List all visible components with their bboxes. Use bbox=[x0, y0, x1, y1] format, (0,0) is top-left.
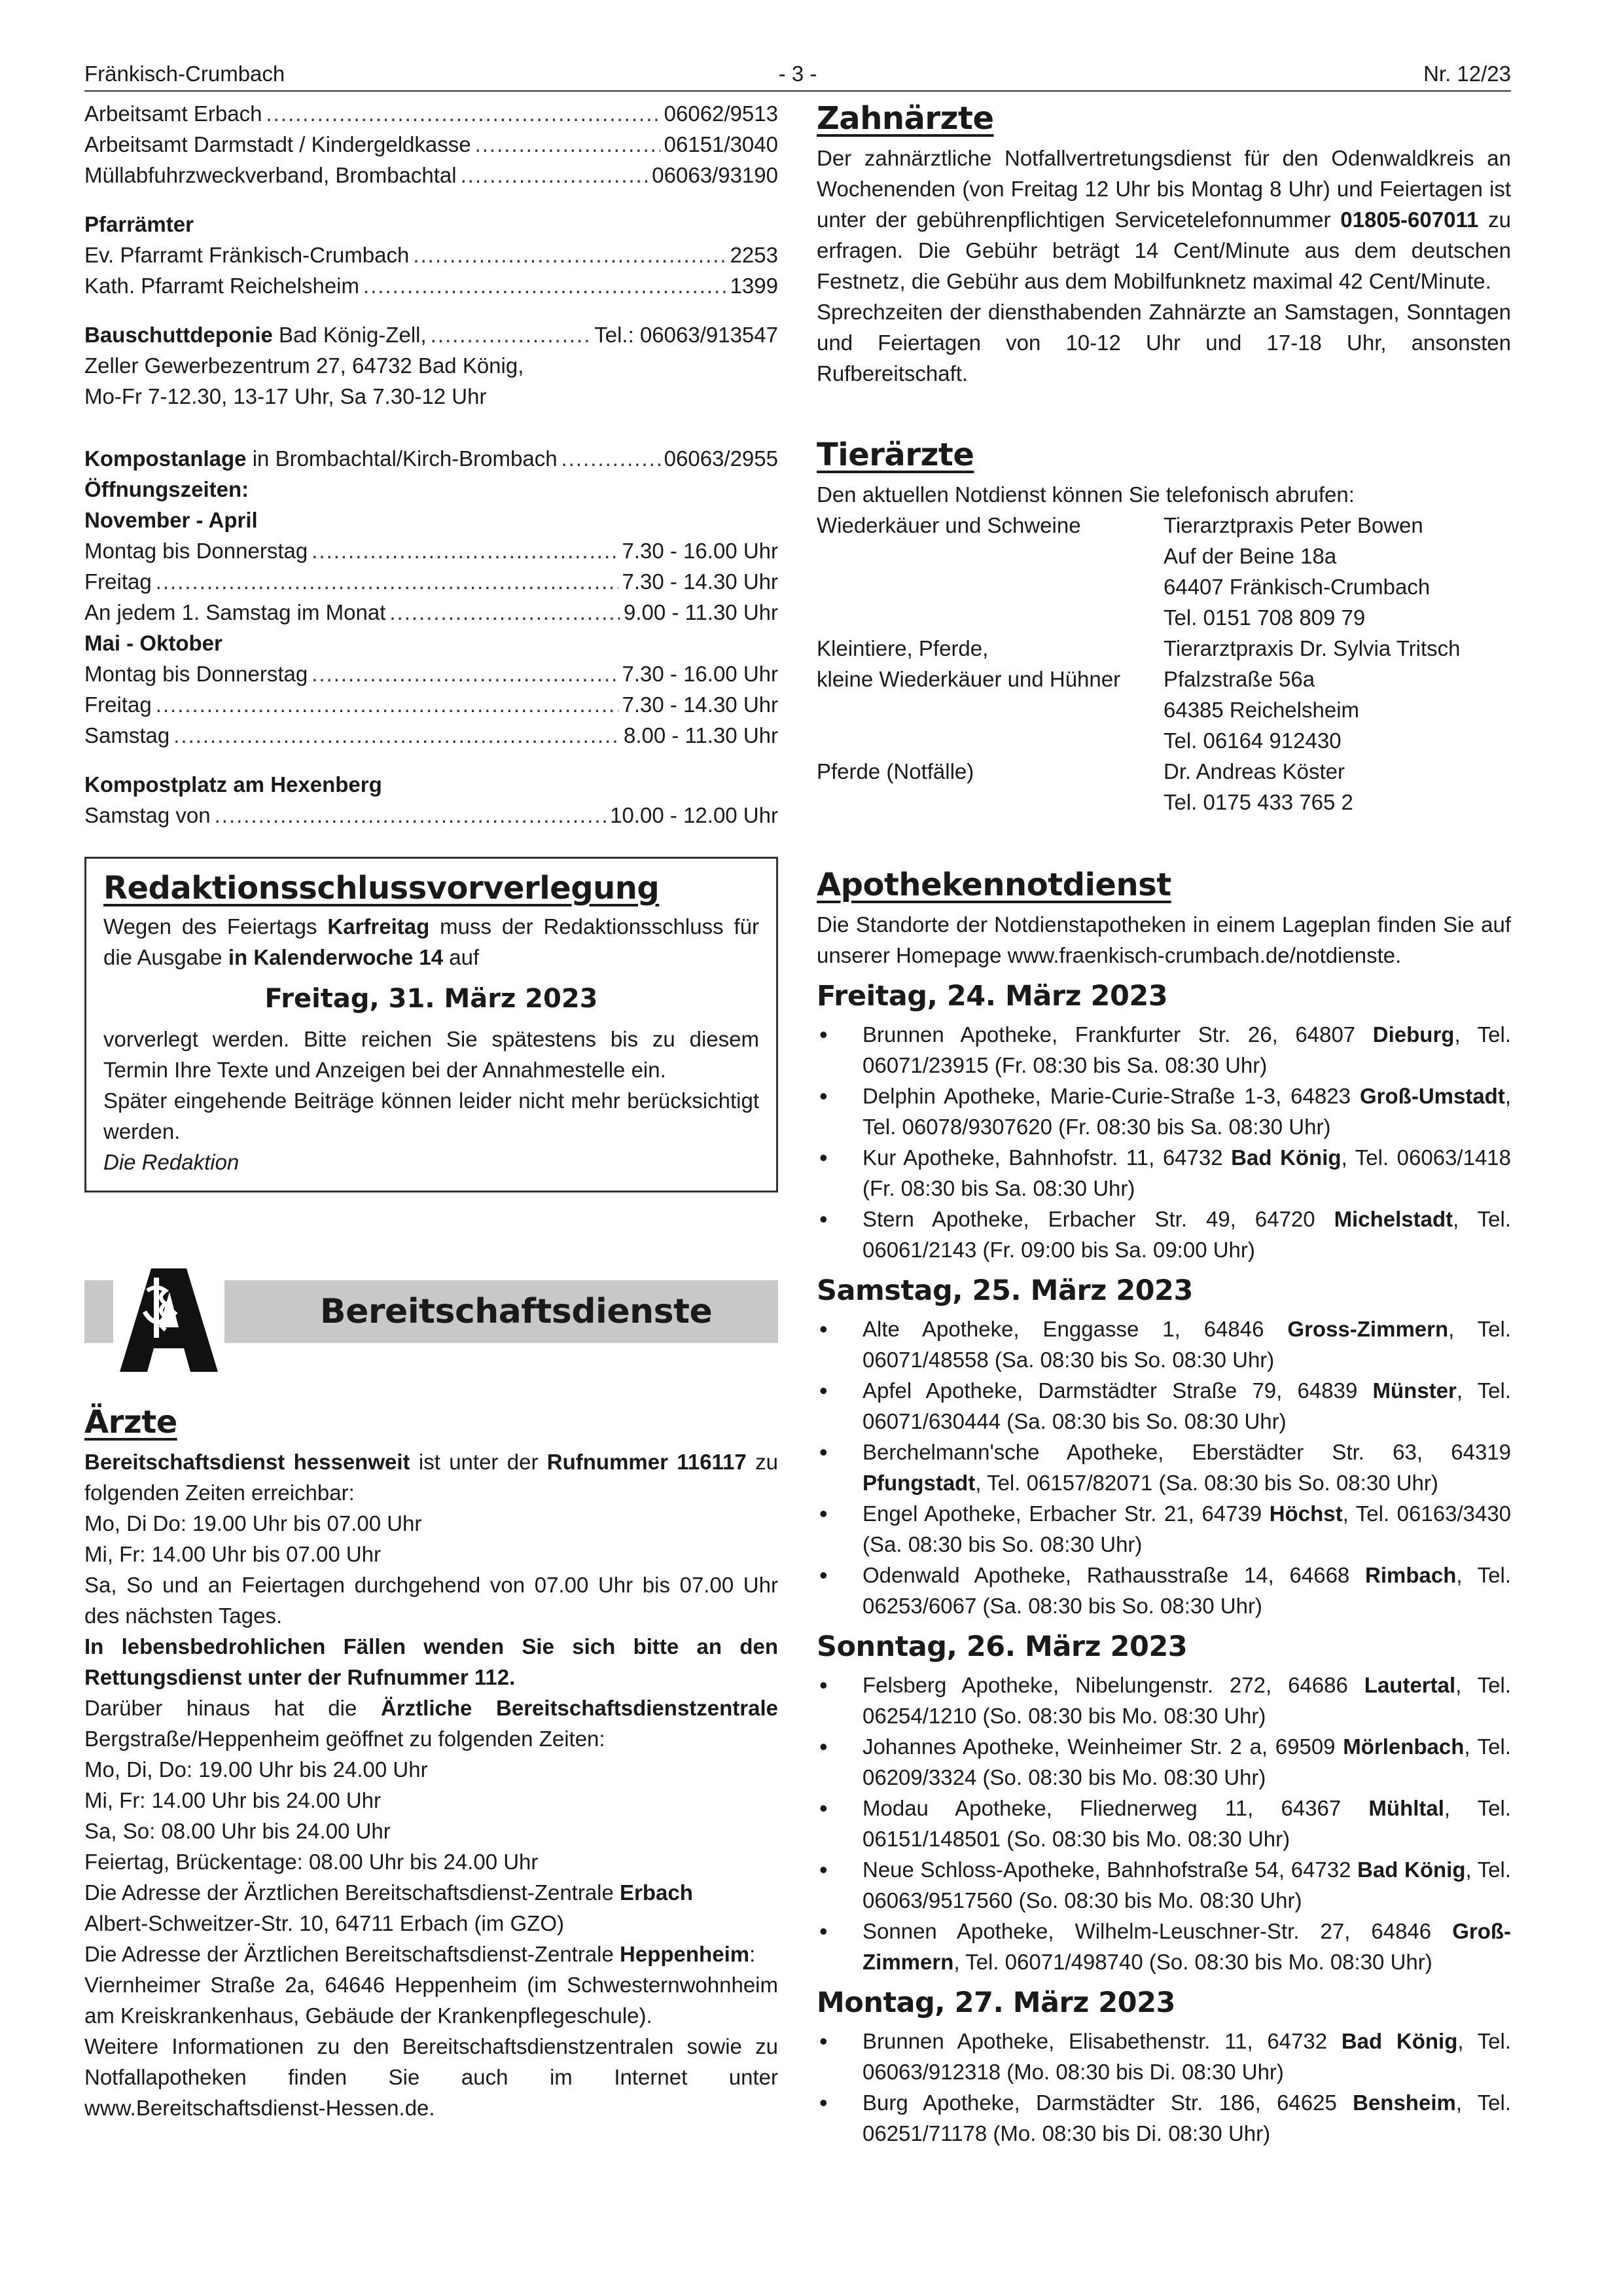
vet-practice: Dr. Andreas Köster Tel. 0175 433 765 2 bbox=[1164, 759, 1353, 814]
redaktion-title: Redaktionsschlussvorverlegung bbox=[103, 870, 660, 906]
list-item: • Apfel Apotheke, Darmstädter Straße 79, 64839 Münster, Tel. 06071/630444 (Sa. 08:30 bis So. 08:30 Uhr) bbox=[817, 1375, 1511, 1437]
aerzte-title: Ärzte bbox=[84, 1404, 177, 1441]
hours-row: Samstag ..... 8.00 - 11.30 Uhr bbox=[84, 720, 778, 751]
header-publication: Fränkisch-Crumbach bbox=[84, 62, 285, 86]
header-page-number: - 3 - bbox=[778, 62, 817, 86]
list-item: • Felsberg Apotheke, Nibelungenstr. 272, 64686 Lautertal, Tel. 06254/1210 (So. 08:30 bis Mo. 08:30 Uhr) bbox=[817, 1670, 1511, 1731]
day-heading: Montag, 27. März 2023 bbox=[817, 1986, 1175, 2019]
contact-row: Ev. Pfarramt Fränkisch-Crumbach ..... 2253 bbox=[84, 240, 778, 270]
bereitschaftsdienste-banner bbox=[84, 1265, 778, 1356]
contact-list bbox=[84, 98, 778, 190]
contact-row: Kath. Pfarramt Reichelsheim ..... 1399 bbox=[84, 270, 778, 301]
kompostanlage-block: Kompostanlage in Brombachtal/Kirch-Brombach ..... 06063/2955 Öffnungszeiten: November - April Montag bis Donnerstag ..... 7.30 - 16.00 Uhr Freitag ..... 7.30 - 14.30 Uhr An jedem 1. Samstag im Monat ..... 9.00 - 11.30 Uhr Mai - Oktober Montag bis Donnerstag ..... 7.30 - 16.00 Uhr Freitag ..... 7.30 - 14.30 Uhr Samstag ..... 8.00 - 11.30 Uhr bbox=[84, 443, 778, 751]
pfarraemter-block bbox=[84, 209, 778, 301]
banner-title: Bereitschaftsdienste bbox=[320, 1292, 713, 1331]
tieraerzte-section: Tierärzte Den aktuellen Notdienst können Sie telefonisch abrufen: Wiederkäuer und Schweine Tierarztpraxis Peter Bowen Auf der Beine 18a 64407 Fränkisch-Crumbach Tel. 0151 708 809 79 Kleintiere, Pferde, kleine Wiederkäuer und Hühner Tierarztpraxis Dr. Sylvia Tritsch Pfalzstraße 56a 64385 Reichelsheim Tel. 06164 912430 Pferde (Notfälle) Dr. Andreas Köster Tel. 0175 433 765 2 bbox=[817, 435, 1511, 817]
bauschuttdeponie-block: Bauschuttdeponie Bad König-Zell, ..... Tel.: 06063/913547 Zeller Gewerbezentrum 27, 64732 Bad König, Mo-Fr 7-12.30, 13-17 Uhr, Sa 7.30-12 Uhr bbox=[84, 319, 778, 412]
contact-row: Arbeitsamt Darmstadt / Kindergeldkasse ..... 06151/3040 bbox=[84, 129, 778, 160]
vet-practice: Tierarztpraxis Peter Bowen Auf der Beine 18a 64407 Fränkisch-Crumbach Tel. 0151 708 809 79 bbox=[1164, 513, 1431, 630]
contact-row: Müllabfuhrzweckverband, Brombachtal ..... 06063/93190 bbox=[84, 160, 778, 190]
list-item: • Modau Apotheke, Fliednerweg 11, 64367 Mühltal, Tel. 06151/148501 (So. 08:30 bis Mo. 08:30 Uhr) bbox=[817, 1793, 1511, 1854]
vet-practice: Tierarztpraxis Dr. Sylvia Tritsch Pfalzstraße 56a 64385 Reichelsheim Tel. 06164 912430 bbox=[1164, 636, 1461, 753]
list-item: • Burg Apotheke, Darmstädter Str. 186, 64625 Bensheim, Tel. 06251/71178 (Mo. 08:30 bis Di. 08:30 Uhr) bbox=[817, 2087, 1511, 2149]
tieraerzte-title: Tierärzte bbox=[817, 437, 974, 473]
vet-category: Wiederkäuer und Schweine bbox=[817, 513, 1081, 537]
page-header bbox=[84, 58, 1511, 92]
list-item: • Brunnen Apotheke, Frankfurter Str. 26, 64807 Dieburg, Tel. 06071/23915 (Fr. 08:30 bis Sa. 08:30 Uhr) bbox=[817, 1019, 1511, 1081]
apotheken-section: Apothekennotdienst Die Standorte der Notdienstapotheken in einem Lageplan finden Sie auf unserer Homepage www.fraenkisch-crumbach.de/notdienste. Freitag, 24. März 2023 • Brunnen Apotheke, Frankfurter Str. 26, 64807 Dieburg, Tel. 06071/23915 (Fr. 08:30 bis Sa. 08:30 Uhr) • Delphin Apotheke, Marie-Curie-Straße 1-3, 64823 Groß-Umstadt, Tel. 06078/9307620 (Fr. 08:30 bis Sa. 08:30 Uhr) • Kur Apotheke, Bahnhofstr. 11, 64732 Bad König, Tel. 06063/1418 (Fr. 08:30 bis Sa. 08:30 Uhr) • Stern Apotheke, Erbacher Str. 49, 64720 Michelstadt, Tel. 06061/2143 (Fr. 09:00 bis Sa. 09:00 Uhr) Samstag, 25. März 2023 • Alte Apotheke, Enggasse 1, 64846 Gross-Zimmern, Tel. 06071/48558 (Sa. 08:30 bis So. 08:30 Uhr) • Apfel Apotheke, Darmstädter Straße 79, 64839 Münster, Tel. 06071/630444 (Sa. 08:30 bis So. 08:30 Uhr) • Berchelmann'sche Apotheke, Eberstädter Str. 63, 64319 Pfungstadt, Tel. 06157/82071 (Sa. 08:30 bis So. 08:30 Uhr) • Engel Apotheke, Erbacher Str. 21, 64739 Höchst, Tel. 06163/3430 (Sa. 08:30 bis So. 08:30 Uhr) • Odenwald Apotheke, Rathausstraße 14, 64668 Rimbach, Tel. 06253/6067 (Sa. 08:30 bis So. 08:30 Uhr) Sonntag, 26. März 2023 • Felsberg Apotheke, Nibelungenstr. 272, 64686 Lautertal, Tel. 06254/1210 (So. 08:30 bis Mo. 08:30 Uhr) • Johannes Apotheke, Weinheimer Str. 2 a, 69509 Mörlenbach, Tel. 06209/3324 (So. 08:30 bis Mo. 08:30 Uhr) • Modau Apotheke, Fliednerweg 11, 64367 Mühltal, Tel. 06151/148501 (So. 08:30 bis Mo. 08:30 Uhr) • Neue Schloss-Apotheke, Bahnhofstraße 54, 64732 Bad König, Tel. 06063/9517560 (So. 08:30 bis Mo. 08:30 Uhr) • Sonnen Apotheke, Wilhelm-Leuschner-Str. 27, 64846 Groß-Zimmern, Tel. 06071/498740 (So. 08:30 bis Mo. 08:30 Uhr) Montag, 27. März 2023 • Brunnen Apotheke, Elisabethenstr. 11, 64732 Bad König, Tel. 06063/912318 (Mo. 08:30 bis Di. 08:30 Uhr) • Burg Apotheke, Darmstädter Str. 186, 64625 Bensheim, Tel. 06251/71178 (Mo. 08:30 bis Di. 08:30 Uhr) bbox=[817, 865, 1511, 2149]
hours-row: An jedem 1. Samstag im Monat ..... 9.00 - 11.30 Uhr bbox=[84, 597, 778, 628]
pharmacy-list bbox=[817, 2026, 1511, 2149]
list-item: • Stern Apotheke, Erbacher Str. 49, 64720 Michelstadt, Tel. 06061/2143 (Fr. 09:00 bis Sa. 09:00 Uhr) bbox=[817, 1204, 1511, 1265]
apotheke-a-logo-icon bbox=[113, 1265, 224, 1376]
right-column bbox=[817, 98, 1511, 2149]
list-item: • Delphin Apotheke, Marie-Curie-Straße 1-3, 64823 Groß-Umstadt, Tel. 06078/9307620 (Fr. 08:30 bis Sa. 08:30 Uhr) bbox=[817, 1081, 1511, 1142]
list-item: • Engel Apotheke, Erbacher Str. 21, 64739 Höchst, Tel. 06163/3430 (Sa. 08:30 bis So. 08:30 Uhr) bbox=[817, 1498, 1511, 1560]
list-item: • Kur Apotheke, Bahnhofstr. 11, 64732 Bad König, Tel. 06063/1418 (Fr. 08:30 bis Sa. 08:30 Uhr) bbox=[817, 1142, 1511, 1204]
header-issue: Nr. 12/23 bbox=[1423, 62, 1511, 86]
redaktion-deadline: Freitag, 31. März 2023 bbox=[264, 984, 598, 1014]
vet-category: Pferde (Notfälle) bbox=[817, 759, 974, 783]
pharmacy-list bbox=[817, 1670, 1511, 1977]
pharmacy-list bbox=[817, 1019, 1511, 1265]
list-item: • Berchelmann'sche Apotheke, Eberstädter Str. 63, 64319 Pfungstadt, Tel. 06157/82071 (Sa. 08:30 bis So. 08:30 Uhr) bbox=[817, 1437, 1511, 1498]
list-item: • Neue Schloss-Apotheke, Bahnhofstraße 54, 64732 Bad König, Tel. 06063/9517560 (So. 08:30 bis Mo. 08:30 Uhr) bbox=[817, 1854, 1511, 1916]
zahnaerzte-title: Zahnärzte bbox=[817, 100, 994, 137]
season-title: November - April bbox=[84, 508, 258, 532]
pfarraemter-title: Pfarrämter bbox=[84, 212, 194, 236]
list-item: • Odenwald Apotheke, Rathausstraße 14, 64668 Rimbach, Tel. 06253/6067 (Sa. 08:30 bis So. 08:30 Uhr) bbox=[817, 1560, 1511, 1621]
kompostplatz-block: Kompostplatz am Hexenberg Samstag von ..... 10.00 - 12.00 Uhr bbox=[84, 769, 778, 831]
vet-table bbox=[817, 510, 1511, 817]
zahnaerzte-section: Zahnärzte Der zahnärztliche Notfallvertretungsdienst für den Odenwaldkreis an Wochenenden (von Freitag 12 Uhr bis Montag 8 Uhr) und Feiertagen ist unter der gebührenpflichtigen Servicetelefonnummer 01805-607011 zu erfragen. Die Gebühr beträgt 14 Cent/Minute aus dem deutschen Festnetz, die Gebühr aus dem Mobilfunknetz maximal 42 Cent/Minute. Sprechzeiten der diensthabenden Zahnärzte an Samstagen, Sonntagen und Feiertagen von 10-12 Uhr und 17-18 Uhr, ansonsten Rufbereitschaft. bbox=[817, 98, 1511, 389]
zahnarzt-phone: 01805-607011 bbox=[1340, 207, 1479, 232]
day-heading: Sonntag, 26. März 2023 bbox=[817, 1630, 1188, 1663]
list-item: • Johannes Apotheke, Weinheimer Str. 2 a, 69509 Mörlenbach, Tel. 06209/3324 (So. 08:30 bis Mo. 08:30 Uhr) bbox=[817, 1731, 1511, 1793]
hours-row: Montag bis Donnerstag ..... 7.30 - 16.00 Uhr bbox=[84, 535, 778, 566]
hours-row: Samstag von ..... 10.00 - 12.00 Uhr bbox=[84, 800, 778, 831]
redaktion-signature: Die Redaktion bbox=[103, 1150, 240, 1174]
vet-category: Kleintiere, Pferde, kleine Wiederkäuer und Hühner bbox=[817, 636, 1121, 691]
hours-row: Freitag ..... 7.30 - 14.30 Uhr bbox=[84, 689, 778, 720]
emergency-notice: In lebensbedrohlichen Fällen wenden Sie sich bitte an den Rettungsdienst unter der Rufnummer 112. bbox=[84, 1634, 778, 1689]
hours-row: Freitag ..... 7.30 - 14.30 Uhr bbox=[84, 566, 778, 597]
list-item: • Brunnen Apotheke, Elisabethenstr. 11, 64732 Bad König, Tel. 06063/912318 (Mo. 08:30 bis Di. 08:30 Uhr) bbox=[817, 2026, 1511, 2087]
left-column bbox=[84, 98, 778, 2123]
list-item: • Sonnen Apotheke, Wilhelm-Leuschner-Str. 27, 64846 Groß-Zimmern, Tel. 06071/498740 (So. 08:30 bis Mo. 08:30 Uhr) bbox=[817, 1916, 1511, 1977]
kompostanlage-name: Kompostanlage bbox=[84, 446, 247, 471]
day-heading: Freitag, 24. März 2023 bbox=[817, 980, 1168, 1013]
day-heading: Samstag, 25. März 2023 bbox=[817, 1274, 1193, 1307]
bauschuttdeponie-name: Bauschuttdeponie bbox=[84, 323, 273, 347]
contact-row: Arbeitsamt Erbach ..... 06062/9513 bbox=[84, 98, 778, 129]
list-item: • Alte Apotheke, Enggasse 1, 64846 Gross-Zimmern, Tel. 06071/48558 (Sa. 08:30 bis So. 08:30 Uhr) bbox=[817, 1314, 1511, 1375]
redaktion-notice-box: Redaktionsschlussvorverlegung Wegen des Feiertags Karfreitag muss der Redaktionsschluss für die Ausgabe in Kalenderwoche 14 auf Freitag, 31. März 2023 vorverlegt werden. Bitte reichen Sie spätestens bis zu diesem Termin Ihre Texte und Anzeigen bei der Annahmestelle ein. Später eingehende Beiträge können leider nicht mehr berücksichtigt werden. Die Redaktion bbox=[84, 857, 778, 1193]
apotheken-title: Apothekennotdienst bbox=[817, 867, 1171, 903]
season-title: Mai - Oktober bbox=[84, 631, 222, 655]
aerzte-section: Ärzte Bereitschaftsdienst hessenweit ist unter der Rufnummer 116117 zu folgenden Zeiten erreichbar: Mo, Di Do: 19.00 Uhr bis 07.00 Uhr Mi, Fr: 14.00 Uhr bis 07.00 Uhr Sa, So und an Feiertagen durchgehend von 07.00 Uhr bis 07.00 Uhr des nächsten Tages. In lebensbedrohlichen Fällen wenden Sie sich bitte an den Rettungsdienst unter der Rufnummer 112. Darüber hinaus hat die Ärztliche Bereitschaftsdienstzentrale Bergstraße/Heppenheim geöffnet zu folgenden Zeiten: Mo, Di, Do: 19.00 Uhr bis 24.00 Uhr Mi, Fr: 14.00 Uhr bis 24.00 Uhr Sa, So: 08.00 Uhr bis 24.00 Uhr Feiertag, Brückentage: 08.00 Uhr bis 24.00 Uhr Die Adresse der Ärztlichen Bereitschaftsdienst-Zentrale Erbach Albert-Schweitzer-Str. 10, 64711 Erbach (im GZO) Die Adresse der Ärztlichen Bereitschaftsdienst-Zentrale Heppenheim: Viernheimer Straße 2a, 64646 Heppenheim (im Schwesternwohnheim am Kreiskrankenhaus, Gebäude der Krankenpflegeschule). Weitere Informationen zu den Bereitschaftsdienstzentralen sowie zu Notfallapotheken finden Sie auch im Internet unter www.Bereitschaftsdienst-Hessen.de. bbox=[84, 1402, 778, 2123]
hours-row: Montag bis Donnerstag ..... 7.30 - 16.00 Uhr bbox=[84, 658, 778, 689]
pharmacy-list bbox=[817, 1314, 1511, 1621]
